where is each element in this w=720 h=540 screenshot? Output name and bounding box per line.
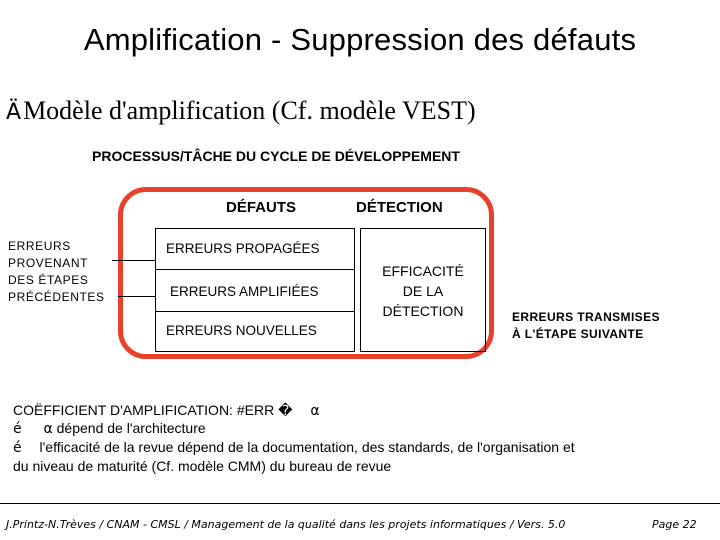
footer-divider: [0, 503, 720, 504]
architecture-line: [13, 420, 206, 437]
page-number: Page 22: [652, 518, 697, 531]
incoming-errors-line: DES ÉTAPES: [8, 273, 89, 287]
diagram-subheading: PROCESSUS/TÂCHE DU CYCLE DE DÉVELOPPEMENT: [92, 148, 460, 164]
slide-title: Amplification - Suppression des défauts: [83, 22, 637, 57]
column-header-detection: DÉTECTION: [356, 199, 443, 216]
bullet-icon: Ä: [6, 100, 22, 125]
detection-line: DÉTECTION: [382, 303, 464, 319]
outgoing-errors-label: [512, 309, 660, 343]
incoming-errors-line: ERREURS: [8, 239, 71, 253]
error-stack-box: [155, 228, 355, 352]
footer-credit: J.Printz-N.Trèves / CNAM - CMSL / Management de la qualité dans les projets informatiques / Vers. 5.0: [6, 518, 566, 531]
detection-line: DE LA: [402, 283, 444, 299]
arrow-to-amplifiees: [118, 296, 156, 297]
bullet-line: [6, 96, 476, 126]
incoming-errors-line: PRÉCÉDENTES: [8, 290, 105, 304]
alpha-symbol: α: [43, 421, 53, 437]
incoming-errors-line: PROVENANT: [8, 256, 89, 270]
arrow-up-icon: é: [13, 440, 22, 456]
stack-divider: [156, 269, 354, 270]
stack-row-propagees: ERREURS PROPAGÉES: [166, 241, 320, 256]
proportional-icon: �: [278, 403, 293, 419]
outgoing-errors-line: À L'ÉTAPE SUIVANTE: [512, 327, 644, 341]
arrow-to-propagees: [112, 260, 156, 261]
stack-row-amplifiees: ERREURS AMPLIFIÉES: [170, 284, 319, 299]
efficacy-line: [13, 439, 575, 456]
alpha-symbol: α: [310, 403, 320, 419]
incoming-errors-label: [8, 238, 105, 306]
arrow-up-icon: é: [13, 421, 22, 437]
detection-line: EFFICACITÉ: [382, 263, 464, 279]
outgoing-errors-line: ERREURS TRANSMISES: [512, 310, 660, 324]
detection-box: [360, 228, 486, 352]
bullet-text: Modèle d'amplification (Cf. modèle VEST): [23, 96, 476, 125]
coefficient-text: COËFFICIENT D'AMPLIFICATION: #ERR: [13, 402, 275, 418]
efficacy-text: l'efficacité de la revue dépend de la documentation, des standards, de l'organisation et: [39, 439, 575, 455]
stack-row-nouvelles: ERREURS NOUVELLES: [166, 323, 317, 338]
column-header-defauts: DÉFAUTS: [226, 199, 297, 216]
maturity-line: du niveau de maturité (Cf. modèle CMM) du bureau de revue: [13, 458, 392, 474]
amplification-coefficient-line: [13, 402, 320, 419]
architecture-text: dépend de l'architecture: [56, 420, 206, 436]
stack-divider: [156, 311, 354, 312]
